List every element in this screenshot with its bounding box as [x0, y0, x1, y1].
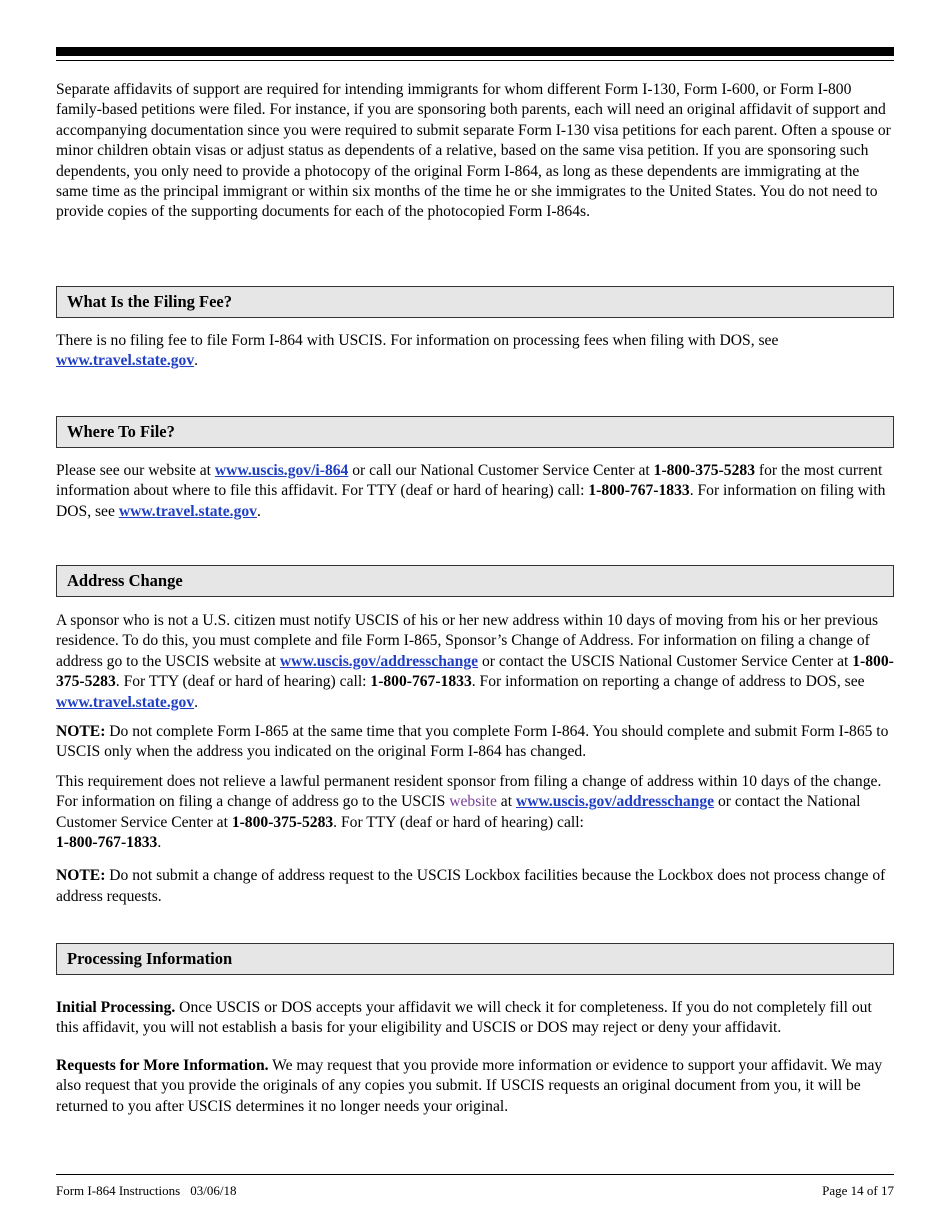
- ncsc-phone: 1-800-375-5283: [56, 652, 894, 691]
- travel-state-link[interactable]: www.travel.state.gov: [118, 502, 257, 520]
- where-to-file-section: [56, 461, 894, 522]
- requests-info-label: Requests for More Information.: [56, 1056, 269, 1074]
- ncsc-phone: 1-800-375-5283: [653, 462, 755, 479]
- intro-section: [56, 80, 894, 223]
- address-change-heading: Address Change: [56, 565, 894, 597]
- tty-phone: 1-800-767-1833: [588, 482, 690, 500]
- footer-rule: [56, 1174, 894, 1175]
- processing-info-heading: Processing Information: [56, 943, 894, 975]
- ncsc-phone: 1-800-375-5283: [231, 813, 334, 831]
- lpr-requirement-paragraph: This requirement does not relieve a lawful permanent resident sponsor from filing a change of address within 10 days of the change. For information on filing a change of address go to the USCIS website at www.uscis.gov/addresschange or contact the National Customer Service Center at 1-800-375-5283. For TTY (deaf or hard of hearing) call: 1-800-767-1833.: [56, 772, 882, 852]
- page-number: Page 14 of 17: [822, 1183, 894, 1198]
- tty-phone: 1-800-767-1833: [56, 834, 158, 852]
- address-change-section: [56, 611, 894, 907]
- tty-phone: 1-800-767-1833: [370, 673, 472, 691]
- header-thick-rule: [56, 47, 894, 56]
- filing-fee-heading: What Is the Filing Fee?: [56, 286, 894, 318]
- initial-processing-paragraph: Initial Processing. Once USCIS or DOS accepts your affidavit we will check it for completeness. If you do not completely fill out this affidavit, you will not establish a basis for your eligibility and USCIS or DOS may reject or deny your affidavit.: [56, 999, 872, 1037]
- travel-state-link[interactable]: www.travel.state.gov: [56, 352, 195, 370]
- requests-info-paragraph: Requests for More Information. We may request that you provide more information or evidence to support your affidavit. We may also request that you provide the originals of any copies you submit. If USCIS requests an original document from you, it will be returned to you after USCIS determines it no longer needs your original.: [56, 1056, 883, 1115]
- note-label: NOTE:: [56, 723, 106, 741]
- uscis-i864-link[interactable]: www.uscis.gov/i-864: [214, 462, 349, 479]
- where-to-file-heading: Where To File?: [56, 416, 894, 448]
- uscis-addresschange-link[interactable]: www.uscis.gov/addresschange: [515, 793, 715, 811]
- address-change-paragraph: A sponsor who is not a U.S. citizen must notify USCIS of his or her new address within 10 days of moving from his or her previous residence. To do this, you must complete and file Form I-865, Sponsor’s Change of Address. For information on filing a change of address go to the USCIS website at www.uscis.gov/addresschange or contact the USCIS National Customer Service Center at 1-800-375-5283. For TTY (deaf or hard of hearing) call: 1-800-767-1833. For information on reporting a change of address to DOS, see www.travel.state.gov.: [56, 612, 894, 711]
- filing-fee-paragraph: There is no filing fee to file Form I-864 with USCIS. For information on processing fees when filing with DOS, see www.travel.state.gov.: [56, 332, 779, 370]
- processing-section: [56, 998, 894, 1117]
- footer-form-id: [56, 1182, 236, 1200]
- where-to-file-paragraph: Please see our website at www.uscis.gov/i-864 or call our National Customer Service Center at 1-800-375-5283 for the most current information about where to file this affidavit. For TTY (deaf or hard of hearing) call: 1-800-767-1833. For information on filing with DOS, see www.travel.state.gov.: [56, 462, 886, 520]
- uscis-addresschange-link[interactable]: www.uscis.gov/addresschange: [279, 652, 479, 670]
- footer-form-name: Form I-864 Instructions: [56, 1183, 181, 1198]
- note-label: NOTE:: [56, 867, 106, 885]
- note-paragraph: NOTE: Do not complete Form I-865 at the same time that you complete Form I-864. You should complete and submit Form I-865 to USCIS only when the address you indicated on the original Form I-864 has changed.: [56, 723, 889, 761]
- header-thin-rule: [56, 60, 894, 61]
- travel-state-link[interactable]: www.travel.state.gov: [56, 693, 195, 711]
- document-page: [56, 0, 894, 1230]
- intro-paragraph: Separate affidavits of support are required for intending immigrants for whom different Form I-130, Form I-600, or Form I-800 family-based petitions were filed. For instance, if you are sponsoring both parents, each will need an original affidavit of support and accompanying documentation since you were required to submit separate Form I-130 visa petitions for each parent. Often a spouse or minor children obtain visas or adjust status as dependents of a relative, based on the same visa petition. If you are sponsoring such dependents, you only need to provide a photocopy of the original Form I-864, as long as these dependents are immigrating at the same time as the principal immigrant or within six months of the time he or she immigrates to the United States. You do not need to provide copies of the supporting documents for each of the photocopied Form I-864s.: [56, 81, 891, 221]
- note-paragraph: NOTE: Do not submit a change of address request to the USCIS Lockbox facilities because the Lockbox does not process change of address requests.: [56, 867, 886, 905]
- filing-fee-section: [56, 331, 894, 372]
- website-text: website: [449, 793, 497, 811]
- initial-processing-label: Initial Processing.: [56, 999, 176, 1016]
- footer-edition-date: 03/06/18: [190, 1183, 237, 1198]
